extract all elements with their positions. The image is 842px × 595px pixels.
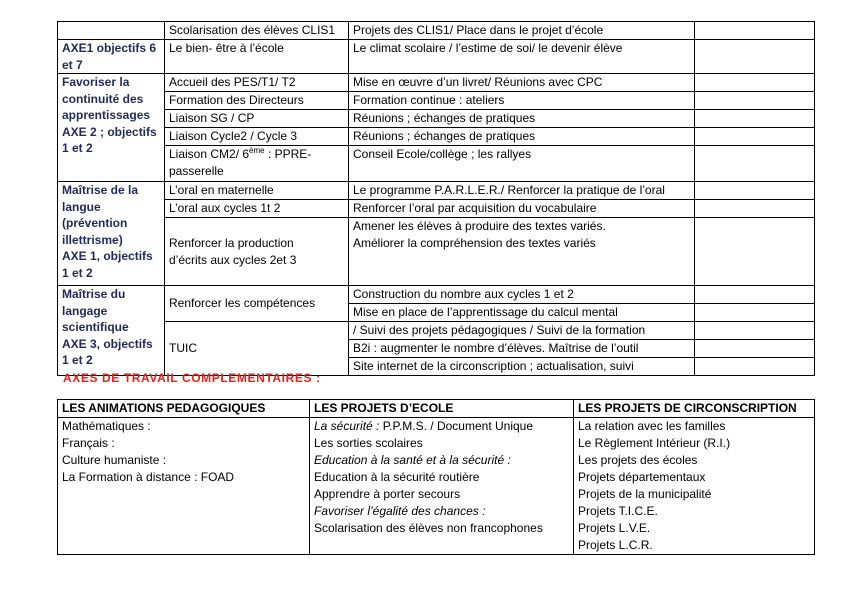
table-row [58,74,815,92]
theme-cell: Liaison CM2/ 6ème : PPRE- passerelle [165,146,349,182]
theme-cell: TUIC [165,322,349,376]
list-item: Scolarisation des élèves non francophones [314,521,543,535]
theme-cell: Liaison SG / CP [165,110,349,128]
axes-table [57,21,815,376]
extra-cell [695,110,815,128]
list-item: Culture humaniste : [62,453,167,467]
action-cell: Construction du nombre aux cycles 1 et 2 [349,286,695,304]
action-cell: Réunions ; échanges de pratiques [349,128,695,146]
header-projets-circonscription: LES PROJETS DE CIRCONSCRIPTION [574,400,815,418]
extra-cell [695,358,815,376]
list-item: Education à la sécurité routière [314,470,480,484]
list-item: Projets T.I.C.E. [578,504,658,518]
header-animations: LES ANIMATIONS PEDAGOGIQUES [58,400,310,418]
list-item: Projets de la municipalité [578,487,712,501]
projets-circonscription-list [574,418,815,555]
action-cell: Le programme P.A.R.L.E.R./ Renforcer la pratique de l’oral [349,182,695,200]
list-item: Les projets des écoles [578,453,698,467]
complementary-title: AXES DE TRAVAIL COMPLEMENTAIRES : [63,371,321,385]
list-item: Projets L.V.E. [578,521,651,535]
action-cell: Formation continue : ateliers [349,92,695,110]
action-cell: Site internet de la circonscription ; actualisation, suivi [349,358,695,376]
theme-cell: Renforcer les compétences [165,286,349,322]
table-row [58,182,815,200]
extra-cell [695,322,815,340]
axe1-langue-title: Maîtrise de la langue (prévention illettrisme) AXE 1, objectifs 1 et 2 [58,182,165,286]
extra-cell [695,286,815,304]
theme-cell: L’oral aux cycles 1t 2 [165,200,349,218]
action-cell: Renforcer l’oral par acquisition du vocabulaire [349,200,695,218]
table-row [58,110,815,128]
header-projets-ecole: LES PROJETS D’ECOLE [310,400,574,418]
action-cell: B2i : augmenter le nombre d’élèves. Maîtrise de l’outil [349,340,695,358]
table-row [58,322,815,340]
table-row [58,92,815,110]
table-row [58,418,815,555]
list-item: Le Règlement Intérieur (R.I.) [578,436,731,450]
theme-cell: Liaison Cycle2 / Cycle 3 [165,128,349,146]
action-cell: / Suivi des projets pédagogiques / Suivi de la formation [349,322,695,340]
table-row [58,146,815,182]
axe1-title: AXE1 objectifs 6 et 7 [58,40,165,74]
action-cell: Conseil Ecole/collège ; les rallyes [349,146,695,182]
theme-cell: L’oral en maternelle [165,182,349,200]
axe-cell-empty [58,22,165,40]
extra-cell [695,40,815,74]
list-item: Apprendre à porter secours [314,487,461,501]
theme-cell: Le bien- être à l’école [165,40,349,74]
theme-cell: Scolarisation des élèves CLIS1 [165,22,349,40]
extra-cell [695,128,815,146]
extra-cell [695,340,815,358]
action-cell: Mise en œuvre d’un livret/ Réunions avec CPC [349,74,695,92]
axe2-title: Favoriser la continuité des apprentissages AXE 2 ; objectifs 1 et 2 [58,74,165,182]
list-item: La Formation à distance : FOAD [62,470,235,484]
list-item: La sécurité : P.P.M.S. / Document Unique [314,419,534,433]
extra-cell [695,200,815,218]
extra-cell [695,218,815,286]
theme-cell: Formation des Directeurs [165,92,349,110]
theme-cell: Renforcer la production d’écrits aux cycles 2et 3 [165,218,349,286]
table-row [58,128,815,146]
extra-cell [695,304,815,322]
projets-ecole-list [310,418,574,555]
action-cell: Amener les élèves à produire des textes variés. Améliorer la compréhension des textes variés [349,218,695,286]
table-row [58,200,815,218]
list-item: Les sorties scolaires [314,436,423,450]
table-header-row [58,400,815,418]
action-cell: Réunions ; échanges de pratiques [349,110,695,128]
extra-cell [695,74,815,92]
list-item: Français : [62,436,115,450]
table-row [58,286,815,304]
extra-cell [695,146,815,182]
animations-list [58,418,310,555]
list-item: La relation avec les familles [578,419,726,433]
extra-cell [695,22,815,40]
extra-cell [695,182,815,200]
list-item: Mathématiques : [62,419,151,433]
list-item: Education à la santé et à la sécurité : [314,453,511,467]
list-item: Projets L.C.R. [578,538,653,552]
action-cell: Projets des CLIS1/ Place dans le projet d’école [349,22,695,40]
theme-cell: Accueil des PES/T1/ T2 [165,74,349,92]
action-cell: Mise en place de l’apprentissage du calcul mental [349,304,695,322]
list-item: Favoriser l’égalité des chances : [314,504,486,518]
extra-cell [695,92,815,110]
table-row [58,40,815,74]
action-cell: Le climat scolaire / l’estime de soi/ le devenir élève [349,40,695,74]
table-row [58,22,815,40]
table-row [58,218,815,286]
list-item: Projets départementaux [578,470,706,484]
axe3-title: Maîtrise du langage scientifique AXE 3, objectifs 1 et 2 [58,286,165,376]
complementary-table [57,399,815,555]
